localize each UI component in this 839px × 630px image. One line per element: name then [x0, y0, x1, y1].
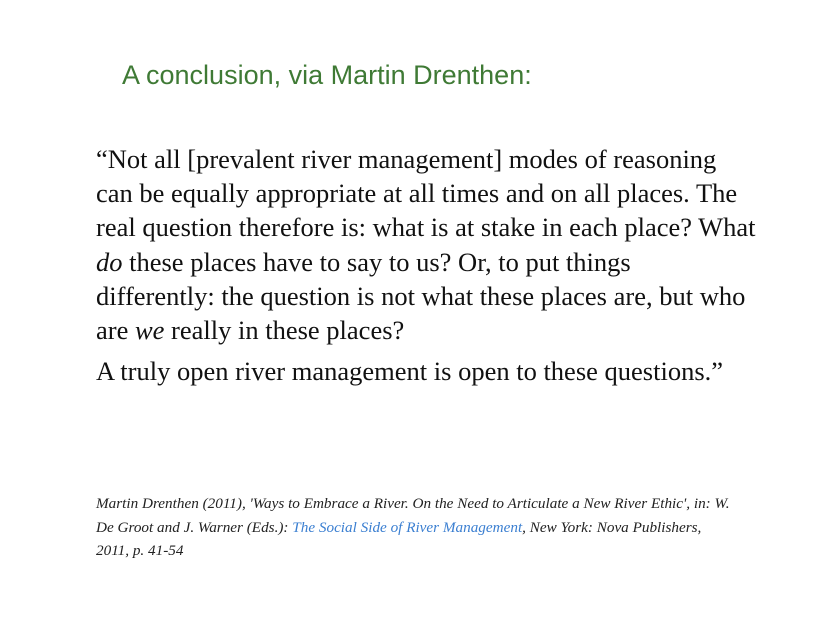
- citation-text-part-2: , New York: Nova Publishers, 2011, p. 41-54: [96, 518, 702, 559]
- citation-text-part-1: Martin Drenthen (2011), 'Ways to Embrace a River. On the Need to Articulate a New River Ethic', in: W. De Groot and J. Warner (Eds.):: [96, 495, 730, 536]
- quote-text-part-3: really in these places?: [164, 315, 405, 346]
- quote-emphasis-do: do: [96, 246, 123, 277]
- quote-paragraph-2: A truly open river management is open to these questions.”: [96, 356, 724, 387]
- slide-title: A conclusion, via Martin Drenthen:: [122, 60, 532, 90]
- citation-book-link[interactable]: The Social Side of River Management: [292, 518, 523, 536]
- citation: [96, 492, 736, 563]
- quote-text-part-1: “Not all [prevalent river management] modes of reasoning can be equally appropriate at all times and on all places. The real question therefore is: what is at stake in each place? What: [96, 144, 756, 243]
- quote-text-part-2: these places have to say to us? Or, to put things differently: the question is not what these places are, but who are: [96, 246, 746, 346]
- quote-block: [96, 142, 756, 388]
- quote-emphasis-we: we: [134, 315, 165, 346]
- quote-paragraph-1: [96, 142, 756, 347]
